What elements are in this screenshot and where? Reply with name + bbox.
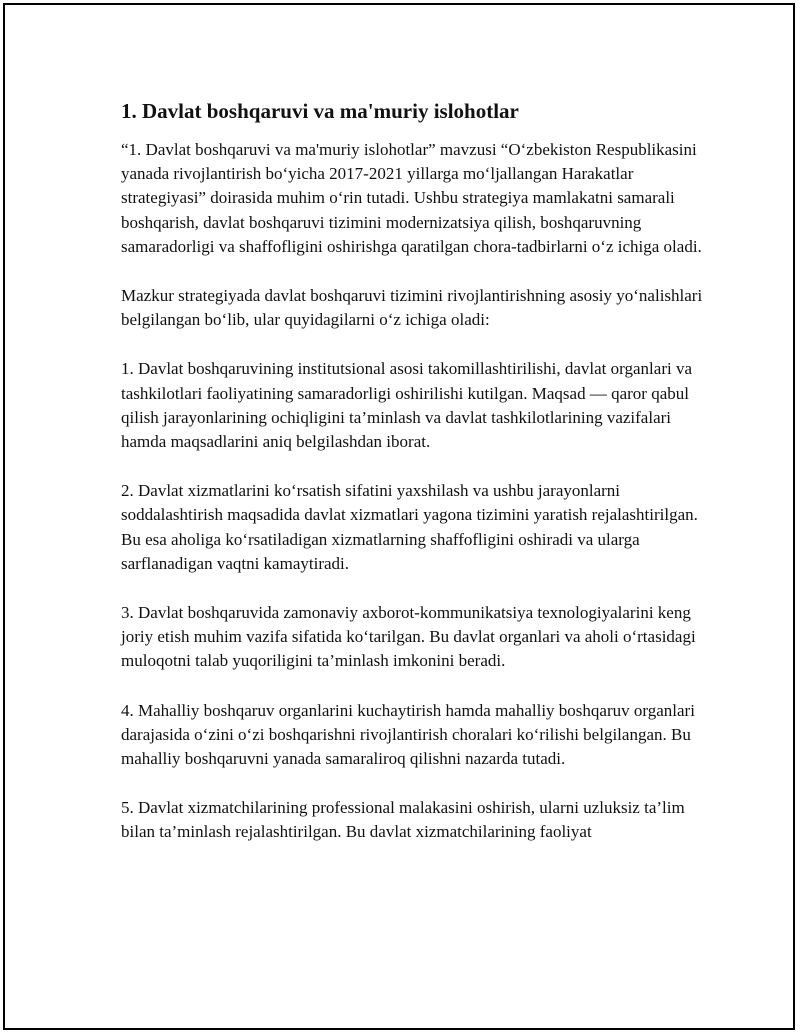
list-item-4: 4. Mahalliy boshqaruv organlarini kuchaytirish hamda mahalliy boshqaruv organlari darajasida o‘zini o‘zi boshqarishni rivojlantirish choralari ko‘rilishi belgilangan. Bu mahalliy boshqaruvni yanada samaraliroq qilishni nazarda tutadi.: [121, 700, 695, 769]
document-heading: 1. Davlat boshqaruvi va ma'muriy islohotlar: [121, 99, 519, 123]
list-item-5: 5. Davlat xizmatchilarining professional malakasini oshirish, ularni uzluksiz ta’lim bilan ta’minlash rejalashtirilgan. Bu davlat xizmatchilarining faoliyat: [121, 798, 685, 842]
list-item-1: 1. Davlat boshqaruvining institutsional asosi takomillashtirilishi, davlat organlari va tashkilotlari faoliyatining samaradorligi oshirilishi kutilgan. Maqsad — qaror qabul qilish jarayonlarining ochiqligini ta’minlash va davlat tashkilotlarining vazifalari hamda maqsadlarini aniq belgilashdan iborat.: [121, 359, 692, 452]
document-body: [121, 97, 711, 870]
list-item-2: 2. Davlat xizmatlarini ko‘rsatish sifatini yaxshilash va ushbu jarayonlarni soddalashtirish maqsadida davlat xizmatlari yagona tizimini yaratish rejalashtirilgan. Bu esa aholiga ko‘rsatiladigan xizmatlarning shaffofligini oshiradi va ularga sarflanadigan vaqtni kamaytiradi.: [121, 481, 698, 573]
page-frame: [3, 3, 795, 1030]
intro-paragraph: “1. Davlat boshqaruvi va ma'muriy islohotlar” mavzusi “O‘zbekiston Respublikasini yanada rivojlantirish bo‘yicha 2017-2021 yillarga mo‘ljallangan Harakatlar strategiyasi” doirasida muhim o‘rin tutadi. Ushbu strategiya mamlakatni samarali boshqarish, davlat boshqaruvi tizimini modernizatsiya qilish, boshqaruvning samaradorligi va shaffofligini oshirishga qaratilgan chora-tadbirlarni o‘z ichiga oladi.: [121, 140, 702, 256]
list-item-3: 3. Davlat boshqaruvida zamonaviy axborot-kommunikatsiya texnologiyalarini keng joriy etish muhim vazifa sifatida ko‘tarilgan. Bu davlat organlari va aholi o‘rtasidagi muloqotni talab yuqoriligini ta’minlash imkonini beradi.: [121, 603, 696, 671]
directions-paragraph: Mazkur strategiyada davlat boshqaruvi tizimini rivojlantirishning asosiy yo‘nalishlari belgilangan bo‘lib, ular quyidagilarni o‘z ichiga oladi:: [121, 286, 703, 330]
